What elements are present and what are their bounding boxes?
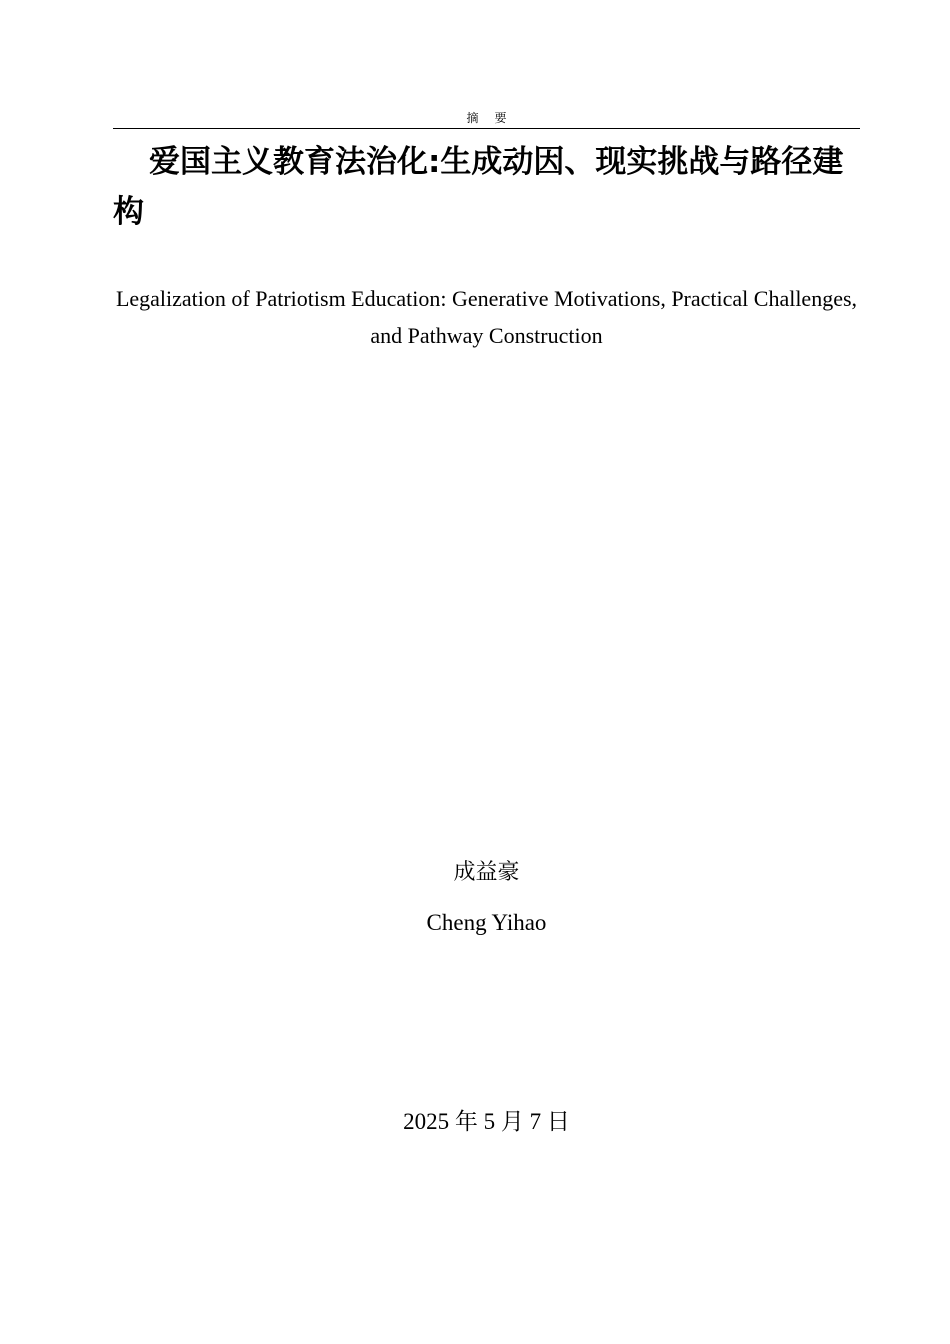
author-chinese-name: 成益豪: [453, 860, 520, 885]
english-title: Legalization of Patriotism Education: Generative Motivations, Practical Challenges, and Pathway Construction: [115, 286, 858, 348]
author-english-name: Cheng Yihao: [426, 910, 547, 935]
running-header: [113, 108, 860, 128]
document-date: 2025 年 5 月 7 日: [403, 1109, 570, 1134]
running-header-text: 摘要: [466, 111, 523, 125]
header-rule: [113, 128, 860, 129]
chinese-title: 爱国主义教育法治化:生成动因、现实挑战与路径建构: [113, 144, 844, 230]
